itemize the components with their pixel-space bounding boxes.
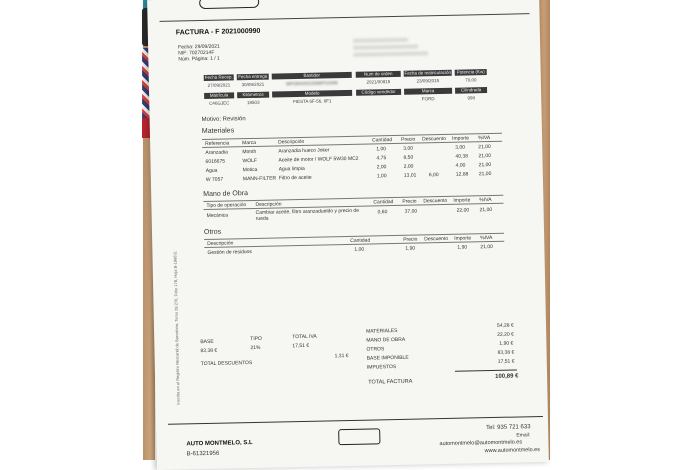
tax-header: TOTAL IVA	[292, 334, 317, 341]
cell: Aranzadia	[205, 149, 228, 155]
vh-label: Kilómetros	[237, 92, 269, 99]
footer-email: automontmelo@automontmelo.es	[439, 439, 522, 447]
vh-label: Bastidor	[272, 72, 352, 80]
materiales-title: Materiales	[202, 127, 234, 135]
background-left	[0, 0, 148, 460]
col-header: Descripción	[207, 240, 233, 247]
footer-logo	[338, 428, 380, 445]
cell: 8,50	[403, 155, 413, 161]
footer-web: www.automontmelo.es	[485, 447, 540, 454]
col-header: %IVA	[478, 135, 490, 141]
motivo: Motivo: Revisión	[202, 116, 246, 123]
col-header: %IVA	[480, 235, 492, 241]
vh-value	[356, 97, 401, 98]
vh-value: 70,00	[455, 77, 487, 83]
vh-value: WFODXXGCDDEP12345	[272, 80, 352, 87]
cell: Filtro de aceite	[279, 175, 312, 182]
vh-label: Cilindrada	[455, 87, 487, 94]
vh-value: C46GJEC	[204, 100, 234, 106]
cell: 2,00	[404, 164, 414, 170]
cell: Mtmth	[242, 149, 256, 155]
total-value: 83,38 €	[498, 350, 515, 356]
tax-header: TIPO	[250, 336, 262, 342]
vh-value: 30/09/2021	[237, 82, 269, 88]
cell: Agua	[206, 168, 218, 174]
vh-label: Potencia (Kw)	[455, 69, 487, 76]
footer-tel: Tel: 935 721 633	[486, 424, 530, 431]
cell: 2,00	[377, 164, 387, 170]
cell: 21,00	[479, 171, 492, 177]
vh-value: 23/09/2015	[404, 78, 452, 84]
total-factura-value: 100,89 €	[495, 373, 518, 379]
side-registry-text: Inscrita en el Registro Mercantil de Barcelona, Tomo 28.276, Folio 178, Hoja B-186631	[172, 251, 180, 405]
col-header: Descripción	[255, 201, 281, 208]
total-rule	[455, 369, 517, 371]
header-rule	[160, 13, 530, 22]
total-label: BASE IMPONIBLE	[367, 355, 409, 362]
cell: 21,00	[480, 207, 493, 213]
col-header: Importe	[452, 135, 469, 141]
col-header: Descuento	[422, 136, 446, 142]
col-header: Precio	[401, 137, 415, 143]
cell: Cambiar aceite, filtro aranzadueldo y precio de rueda	[256, 208, 361, 222]
customer-line-1	[353, 38, 408, 43]
col-header: Referencia	[205, 140, 229, 147]
col-header: Importe	[454, 235, 471, 241]
total-value: 54,28 €	[497, 323, 514, 329]
vh-label: Fecha entrega	[237, 74, 269, 81]
cell: Agua limpia	[279, 166, 305, 173]
vh-value: FIESTA 6F-56, 6F1	[272, 98, 352, 105]
cell: 6016675	[205, 159, 225, 165]
company-cif: B-61321956	[187, 451, 220, 458]
col-header: Cantidad	[372, 137, 392, 143]
cell: W 7057	[206, 177, 223, 183]
cell: 4,00	[456, 163, 466, 169]
background-right	[550, 0, 690, 460]
col-header: Descuento	[423, 198, 447, 204]
cell: WOLF	[242, 158, 257, 164]
col-header: %IVA	[479, 197, 491, 203]
invoice-date: Fecha: 29/09/2021	[178, 44, 220, 51]
cell: 1,90	[405, 246, 415, 252]
total-label: OTROS	[366, 346, 384, 352]
customer-line-2	[353, 44, 418, 49]
col-header: Precio	[403, 237, 417, 243]
footer-email-label: Email:	[516, 432, 530, 438]
invoice-title: FACTURA - F 2021000990	[176, 28, 261, 37]
cell: 12,88	[456, 171, 469, 177]
invoice-nif: NIF: 70270214F	[178, 50, 214, 57]
vh-value: 998	[455, 95, 487, 101]
top-logo	[199, 0, 259, 9]
vh-label: Num de orden	[356, 71, 401, 78]
cell: 21,00	[478, 144, 491, 150]
cell: 1,00	[354, 247, 364, 253]
cell: 6,00	[429, 172, 439, 178]
descuentos-label: TOTAL DESCUENTOS	[201, 360, 253, 367]
cell: 1,00	[376, 146, 386, 152]
total-value: 17,51 €	[498, 359, 515, 365]
cell: 40,38	[455, 153, 468, 159]
cell: Motica	[243, 167, 258, 173]
total-value: 1,90 €	[499, 341, 513, 347]
otros-title: Otros	[204, 229, 221, 236]
tax-value: 21%	[250, 345, 260, 351]
vh-value: 2021/00815	[356, 79, 401, 85]
vh-value: FORD	[404, 96, 452, 102]
tax-value: 17,51 €	[292, 343, 309, 349]
col-header: Cantidad	[350, 238, 370, 244]
vh-value: 27/09/2021	[204, 82, 234, 88]
total-value: 22,20 €	[497, 332, 514, 338]
cell: Gestión de residuos	[207, 249, 252, 256]
cell: 3,00	[455, 145, 465, 151]
vh-label: Código vendedor	[356, 89, 401, 96]
col-header: Tipo de operación	[206, 202, 246, 209]
customer-line-3	[353, 51, 428, 57]
total-label: IMPUESTOS	[367, 364, 396, 371]
vh-label: Marca	[404, 88, 452, 95]
total-label: MATERIALES	[366, 328, 397, 335]
vh-label: Fecha de matriculación	[404, 70, 452, 77]
company-name: AUTO MONTMELO, S.L	[186, 440, 252, 447]
cell: Aceite de motor / WOLF 5W30 MC2	[278, 156, 358, 164]
vh-value: 18503	[237, 100, 269, 106]
cell: MANN-FILTER	[243, 175, 276, 182]
vh-label: Matrícula	[204, 92, 234, 99]
col-header: Importe	[453, 197, 470, 203]
descuentos-value: 1,31 €	[335, 353, 349, 359]
vh-label: Fecha Recep.	[204, 74, 234, 81]
tax-header: BASE	[200, 339, 213, 345]
cell: 13,01	[404, 173, 417, 179]
cell: 22,00	[457, 207, 470, 213]
col-header: Descuento	[424, 236, 448, 242]
col-header: Descripción	[278, 139, 304, 146]
cell: 3,00	[403, 146, 413, 152]
col-header: Precio	[402, 199, 416, 205]
cell: 21,00	[479, 162, 492, 168]
col-header: Marca	[242, 140, 256, 146]
cell: 0,60	[378, 209, 388, 215]
invoice-paper	[147, 0, 549, 470]
cell: 1,00	[377, 173, 387, 179]
cell: 4,75	[376, 155, 386, 161]
footer-rule	[168, 416, 543, 425]
cell: Aranzadia hueco Joker	[278, 147, 329, 154]
mano-obra-title: Mano de Obra	[203, 190, 248, 198]
col-header: Cantidad	[373, 199, 393, 205]
total-label: MANO DE OBRA	[366, 337, 405, 344]
invoice-page: Núm. Página: 1 / 1	[178, 56, 220, 63]
cell: Mecánica	[207, 213, 229, 219]
cell: 21,00	[480, 244, 493, 250]
total-factura-label: TOTAL FACTURA	[368, 379, 412, 386]
cell: 1,90	[457, 245, 467, 251]
cell: 21,00	[478, 153, 491, 159]
tax-value: 83,38 €	[200, 348, 217, 354]
cell: 37,00	[405, 209, 418, 215]
vh-label: Modelo	[272, 90, 352, 98]
